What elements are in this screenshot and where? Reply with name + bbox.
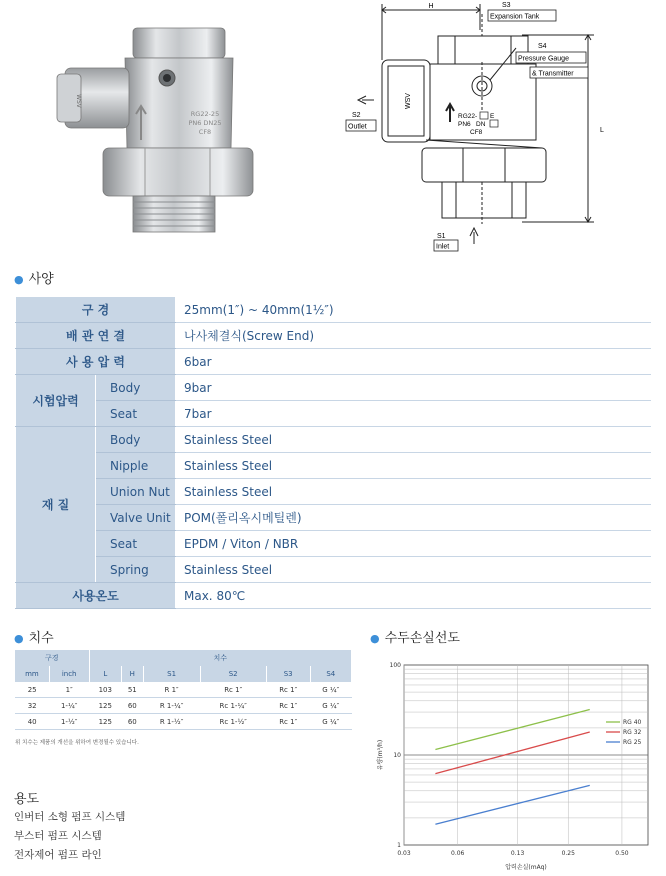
y-tick-label: 10 [393,752,401,759]
dim-col-header: H [121,666,143,682]
chart-heading: ● 수두손실선도 [370,631,460,646]
spec-label-test-pressure: 시험압력 [16,375,96,427]
s4-code: S4 [538,43,547,50]
spec-sublabel-test-body: Body [96,375,176,401]
usage-title: 용도 [14,792,40,807]
dim-cell: 60 [121,714,143,730]
spec-sublabel-material-valve-unit: Valve Unit [96,505,176,531]
dim-cell: Rc 1″ [266,682,310,698]
table-header-row [15,666,352,682]
mark-cf: CF8 [470,129,483,136]
dim-cell: 51 [121,682,143,698]
spec-value-material-spring: Stainless Steel [176,557,651,583]
mark-dn: DN [476,121,486,128]
bullet-icon: ● [14,273,24,286]
product-photo [55,8,255,236]
photo-mark-2: PN6 DN25 [188,119,222,127]
spec-value-material-nipple: Stainless Steel [176,453,651,479]
spec-value-test-body: 9bar [176,375,651,401]
x-tick-label: 0.06 [451,850,465,857]
photo-side-mark: WSV [75,94,82,108]
spec-sublabel-material-union-nut: Union Nut [96,479,176,505]
spec-heading: ● 사양 [14,272,54,287]
photo-mark-3: CF8 [198,128,212,136]
dim-cell: 40 [15,714,49,730]
usage-item: 전자제어 펌프 라인 [14,849,102,861]
dim-cell: R 1-½″ [143,714,200,730]
spec-sublabel-material-spring: Spring [96,557,176,583]
legend-label: RG 25 [623,739,642,746]
dim-group-size: 구경 [15,650,89,666]
x-tick-label: 0.50 [615,850,629,857]
usage-item: 부스터 펌프 시스템 [14,830,102,842]
spec-value-temperature: Max. 80℃ [176,583,651,609]
table-row [16,401,651,427]
dim-cell: Rc 1-¼″ [200,698,266,714]
dim-col-header: S2 [200,666,266,682]
s3-name: Expansion Tank [490,13,540,21]
table-row [16,531,651,557]
spec-value-working-pressure: 6bar [176,349,651,375]
legend-label: RG 32 [623,729,642,736]
s4-name-2: & Transmitter [532,70,574,78]
dim-col-header: mm [15,666,49,682]
table-row [16,583,651,609]
x-axis-label: 압력손실(mAq) [505,864,547,871]
usage-item: 인버터 소형 펌프 시스템 [14,811,126,823]
x-tick-label: 0.25 [561,850,575,857]
spec-label-temperature: 사용온도 [16,583,176,609]
dim-col-header: S3 [266,666,310,682]
dim-cell: 1″ [49,682,89,698]
table-row [16,427,651,453]
dim-cell: Rc 1″ [266,698,310,714]
dimensions-heading: ● 치수 [14,631,54,646]
head-loss-chart [370,660,660,872]
dim-col-header: S1 [143,666,200,682]
dim-cell: G ¼″ [310,682,351,698]
dimensions-table [15,650,352,730]
table-row [16,453,651,479]
bullet-icon: ● [370,632,380,645]
x-tick-label: 0.13 [510,850,525,857]
spec-value-material-union-nut: Stainless Steel [176,479,651,505]
table-header-row [15,650,352,666]
table-row [16,479,651,505]
legend-label: RG 40 [623,719,642,726]
dim-cell: 125 [89,714,121,730]
dim-cell: 60 [121,698,143,714]
dim-cell: 1-¼″ [49,698,89,714]
dim-cell: 103 [89,682,121,698]
dim-cell: Rc 1-½″ [200,714,266,730]
dimensions-note: 위 치수는 제품의 개선을 위하여 변경될수 있습니다. [15,740,139,746]
dim-h-label: H [428,3,434,10]
spec-label-material: 재 질 [16,427,96,583]
s2-name: Outlet [348,123,367,131]
spec-sublabel-material-nipple: Nipple [96,453,176,479]
spec-label-size: 구 경 [16,297,176,323]
bullet-icon: ● [14,632,24,645]
table-row [16,349,651,375]
mark-rg: RG22- [458,113,478,120]
dim-group-dimensions: 치수 [89,650,351,666]
table-row [15,698,352,714]
dim-col-header: L [89,666,121,682]
technical-drawing [330,0,666,258]
mark-e: E [490,113,495,120]
spec-sublabel-test-seat: Seat [96,401,176,427]
dim-cell: 1-½″ [49,714,89,730]
table-row [16,297,651,323]
dim-cell: 32 [15,698,49,714]
y-axis-label: 유량(m³/h) [377,739,384,771]
table-row [15,714,352,730]
dim-cell: Rc 1″ [200,682,266,698]
dim-cell: G ¼″ [310,698,351,714]
s1-code: S1 [437,233,446,240]
spec-value-material-seat: EPDM / Viton / NBR [176,531,651,557]
body-mark: WSV [405,93,412,109]
spec-table [15,296,651,609]
s2-code: S2 [352,112,361,119]
mark-pn: PN6 [458,121,471,128]
spec-label-working-pressure: 사 용 압 력 [16,349,176,375]
dim-cell: 25 [15,682,49,698]
dim-col-header: S4 [310,666,351,682]
spec-value-material-body: Stainless Steel [176,427,651,453]
s1-name: Inlet [436,243,450,251]
spec-sublabel-material-body: Body [96,427,176,453]
s4-name-1: Pressure Gauge [518,55,569,63]
dim-cell: G ¼″ [310,714,351,730]
dim-cell: R 1″ [143,682,200,698]
dim-cell: 125 [89,698,121,714]
dim-cell: Rc 1″ [266,714,310,730]
dim-cell: R 1-¼″ [143,698,200,714]
table-row [16,323,651,349]
x-tick-label: 0.03 [397,850,411,857]
table-row [16,505,651,531]
spec-label-connection: 배 관 연 결 [16,323,176,349]
spec-value-material-valve-unit: POM(폴리옥시메틸렌) [176,505,651,531]
table-row [15,682,352,698]
y-tick-label: 100 [389,662,401,669]
dim-col-header: inch [49,666,89,682]
y-tick-label: 1 [397,842,401,849]
spec-sublabel-material-seat: Seat [96,531,176,557]
spec-value-test-seat: 7bar [176,401,651,427]
dim-l-label: L [600,127,604,134]
table-row [16,557,651,583]
spec-value-size: 25mm(1″) ~ 40mm(1½″) [176,297,651,323]
s3-code: S3 [502,2,511,9]
photo-mark-1: RG22-25 [190,110,220,118]
spec-value-connection: 나사체결식(Screw End) [176,323,651,349]
table-row [16,375,651,401]
